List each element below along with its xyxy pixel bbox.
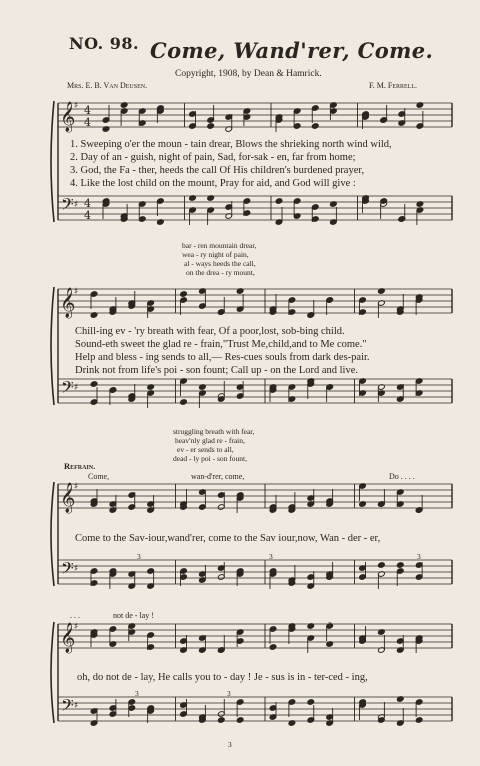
note-head (180, 399, 188, 406)
note-head (109, 387, 117, 394)
triplet-mark: 3 (328, 620, 332, 629)
verse-1-line-1: 1. Sweeping o'er the moun - tain drear, Blows the shrieking north wind wild, (70, 139, 392, 150)
time-sig-bottom: 4 (84, 116, 91, 129)
note-head (398, 216, 406, 223)
key-sharp-icon: ♯ (74, 564, 79, 574)
note-head (326, 297, 334, 304)
treble-clef-icon: 𝄞 (60, 288, 76, 318)
refrain-label: Refrain. (64, 461, 96, 471)
note-head (378, 562, 386, 569)
treble-clef-icon: 𝄞 (60, 483, 76, 513)
verse-2-line-2: Sound-eth sweet the glad re - frain,"Trust Me,child,and to Me come." (75, 339, 367, 350)
time-sig-bottom: 4 (84, 209, 91, 222)
refrain-cue-1: Come, (88, 472, 110, 481)
bass-clef-icon: 𝄢 (61, 558, 74, 582)
refrain-cue-2: wan-d'rer, come, (191, 472, 245, 481)
note-head (311, 123, 319, 130)
author-credit: Mrs. E. B. Van Deusen. (67, 81, 148, 90)
triplet-mark: 3 (417, 552, 421, 561)
bass-words-5: struggling breath with fear, (173, 427, 255, 436)
bass-words-7: ev - er sends to all, (177, 445, 234, 454)
note-head (415, 717, 423, 724)
verse-2-line-1: 2. Day of an - guish, night of pain, Sad, for-sak - en, far from home; (70, 152, 356, 163)
key-sharp-icon: ♯ (74, 383, 79, 393)
verse-4-line-1: 4. Like the lost child on the mount, Pray for aid, and God will give : (70, 178, 356, 189)
note-head (275, 198, 283, 205)
refrain-lyric-1: Come to the Sav-iour,wand'rer, come to the Sav iour,now, Wan - der - er, (75, 533, 381, 544)
brace-icon (51, 482, 54, 586)
refrain-cue-3: Do . . . . (389, 472, 415, 481)
refrain-cue-5: not de - lay ! (113, 611, 154, 620)
note-head (207, 123, 215, 130)
bass-words-8: dead - ly poi - son fount, (173, 454, 247, 463)
note-head (269, 644, 277, 651)
note-head (217, 717, 225, 724)
time-sig-top: 4 (84, 197, 91, 210)
bass-words-4: on the drea - ry mount, (186, 268, 255, 277)
note-head (90, 381, 98, 388)
note-head (307, 699, 315, 706)
copyright-line: Copyright, 1908, by Dean & Hamrick. (175, 69, 322, 79)
note-head (396, 562, 404, 569)
note-head (217, 309, 225, 316)
brace-icon (51, 287, 54, 405)
composer-credit: F. M. Ferrell. (369, 81, 418, 90)
note-head (180, 291, 188, 298)
bass-words-6: heav'nly glad re - frain, (175, 436, 245, 445)
bass-words-2: wea - ry night of pain, (182, 250, 249, 259)
brace-icon (51, 622, 54, 723)
verse-1-line-2: Chill-ing ev - 'ry breath with fear, Of a poor,lost, sob-bing child. (75, 326, 345, 337)
hymn-title: Come, Wand'rer, Come. (150, 38, 434, 63)
bass-clef-icon: 𝄢 (61, 194, 74, 218)
note-head (380, 117, 388, 124)
bass-clef-icon: 𝄢 (61, 695, 74, 719)
verse-3-line-1: 3. God, the Fa - ther, heeds the call Of His children's burdened prayer, (70, 165, 365, 176)
triplet-mark: 3 (228, 740, 232, 749)
bass-clef-icon: 𝄢 (61, 377, 74, 401)
treble-clef-icon: 𝄞 (60, 623, 76, 653)
triplet-mark: 3 (137, 552, 141, 561)
key-sharp-icon: ♯ (74, 287, 79, 297)
refrain-lyric-2: oh, do not de - lay, He calls you to - day ! Je - sus is in - ter-ced - ing, (77, 672, 368, 683)
brace-icon (51, 101, 54, 222)
hymn-number: NO. 98. (69, 34, 140, 53)
time-sig-top: 4 (84, 104, 91, 117)
verse-4-line-2: Drink not from life's poi - son fount; Call up - on the Lord and live. (75, 365, 359, 376)
verse-3-line-2: Help and bless - ing sends to all,— Res-cues souls from dark des-pair. (75, 352, 370, 363)
triplet-mark: 3 (269, 552, 273, 561)
key-sharp-icon: ♯ (74, 200, 79, 210)
triplet-mark: 3 (135, 689, 139, 698)
bass-words-1: bar - ren mountain drear, (182, 241, 257, 250)
key-sharp-icon: ♯ (74, 482, 79, 492)
key-sharp-icon: ♯ (74, 622, 79, 632)
key-sharp-icon: ♯ (74, 101, 79, 111)
triplet-mark: 3 (227, 689, 231, 698)
refrain-cue-4: . . . (70, 611, 80, 620)
note-head (236, 717, 244, 724)
key-sharp-icon: ♯ (74, 701, 79, 711)
treble-clef-icon: 𝄞 (60, 102, 76, 132)
bass-words-3: al - ways heeds the call, (184, 259, 256, 268)
